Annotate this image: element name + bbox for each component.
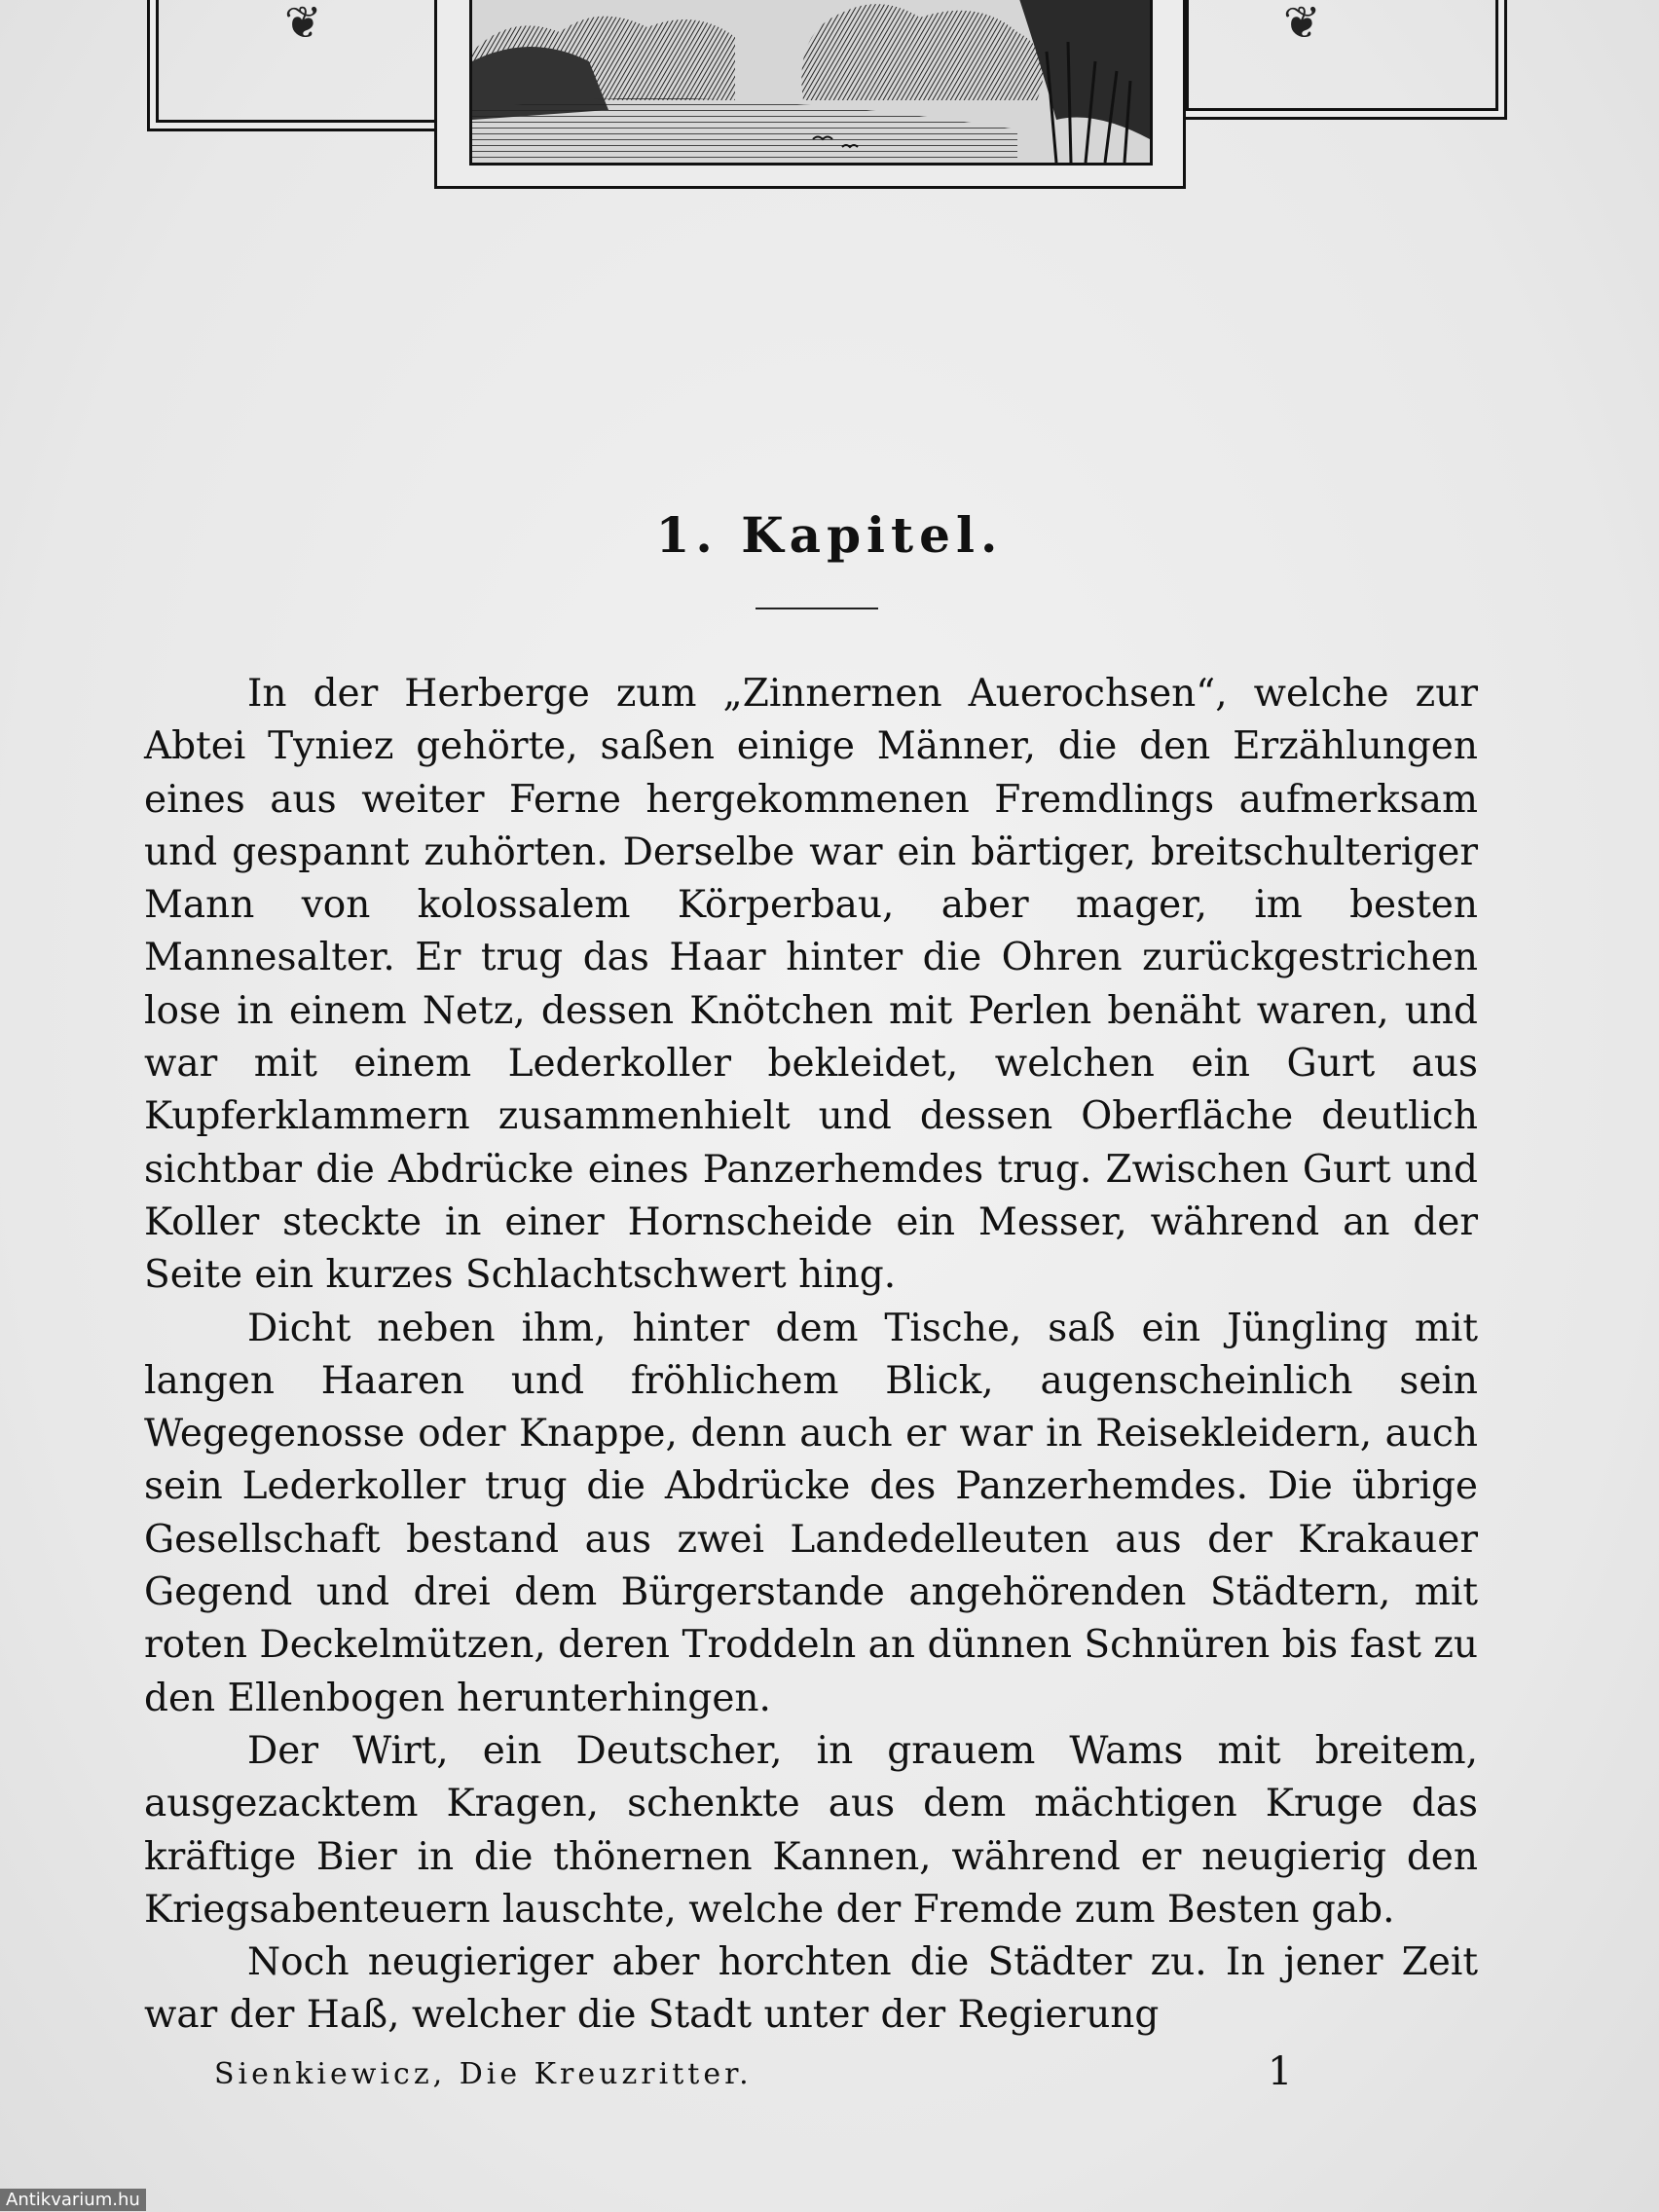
paragraph: Der Wirt, ein Deutscher, in grauem Wams mit breitem, ausgezacktem Kragen, schenkte aus dem mächtigen Kruge das kräftige Bier in die thönernen Kannen, während er neugierig den Kriegsabenteuern lauschte, welche der Fremde zum Besten gab. — [144, 1728, 1478, 1932]
page-number: 1 — [1268, 2049, 1293, 2094]
header-frame-right — [1186, 0, 1498, 111]
title-divider — [756, 608, 878, 609]
paragraph: In der Herberge zum „Zinnernen Auerochsen“, welche zur Abtei Tyniez gehörte, saßen einige Männer, die den Erzählungen eines aus weiter Ferne hergekommenen Fremdlings aufmerksam und gespannt zuhörten. Derselbe war ein bärtiger, breitschulteriger Mann von kolossalem Körperbau, aber mager, im besten Mannesalter. Er trug das Haar hinter die Ohren zurückgestrichen lose in einem Netz, dessen Knötchen mit Perlen benäht waren, und war mit einem Lederkoller bekleidet, welchen ein Gurt aus Kupferklammern zusammenhielt und dessen Oberfläche deutlich sichtbar die Abdrücke eines Panzerhemdes trug. Zwischen Gurt und Koller steckte in einer Hornscheide ein Messer, während an der Seite ein kurzes Schlachtschwert hing. — [144, 672, 1478, 1298]
running-footer-title: Sienkiewicz, Die Kreuzritter. — [214, 2057, 753, 2091]
flower-ornament-icon: ❦ — [284, 0, 322, 49]
paragraph: Noch neugieriger aber horchten die Städter zu. In jener Zeit war der Haß, welcher die Stadt unter der Regierung — [144, 1940, 1478, 2038]
chapter-title: 1. Kapitel. — [655, 506, 1004, 564]
landscape-engraving-illustration — [469, 0, 1153, 166]
paragraph: Dicht neben ihm, hinter dem Tische, saß ein Jüngling mit langen Haaren und fröhlichem Blick, augenscheinlich sein Wegegenosse oder Knappe, denn auch er war in Reisekleidern, auch sein Lederkoller trug die Abdrücke des Panzerhemdes. Die übrige Gesellschaft bestand aus zwei Landedelleuten aus der Krakauer Gegend und drei dem Bürgerstande angehörenden Städtern, mit roten Deckelmützen, deren Troddeln an dünnen Schnüren bis fast zu den Ellenbogen herunterhingen. — [144, 1306, 1478, 1720]
landscape-engraving-icon — [472, 0, 1150, 163]
chapter-body — [144, 668, 1478, 2043]
page-footer — [144, 2049, 1478, 2108]
watermark: Antikvarium.hu — [0, 2189, 146, 2211]
flower-ornament-icon: ❦ — [1283, 0, 1321, 49]
